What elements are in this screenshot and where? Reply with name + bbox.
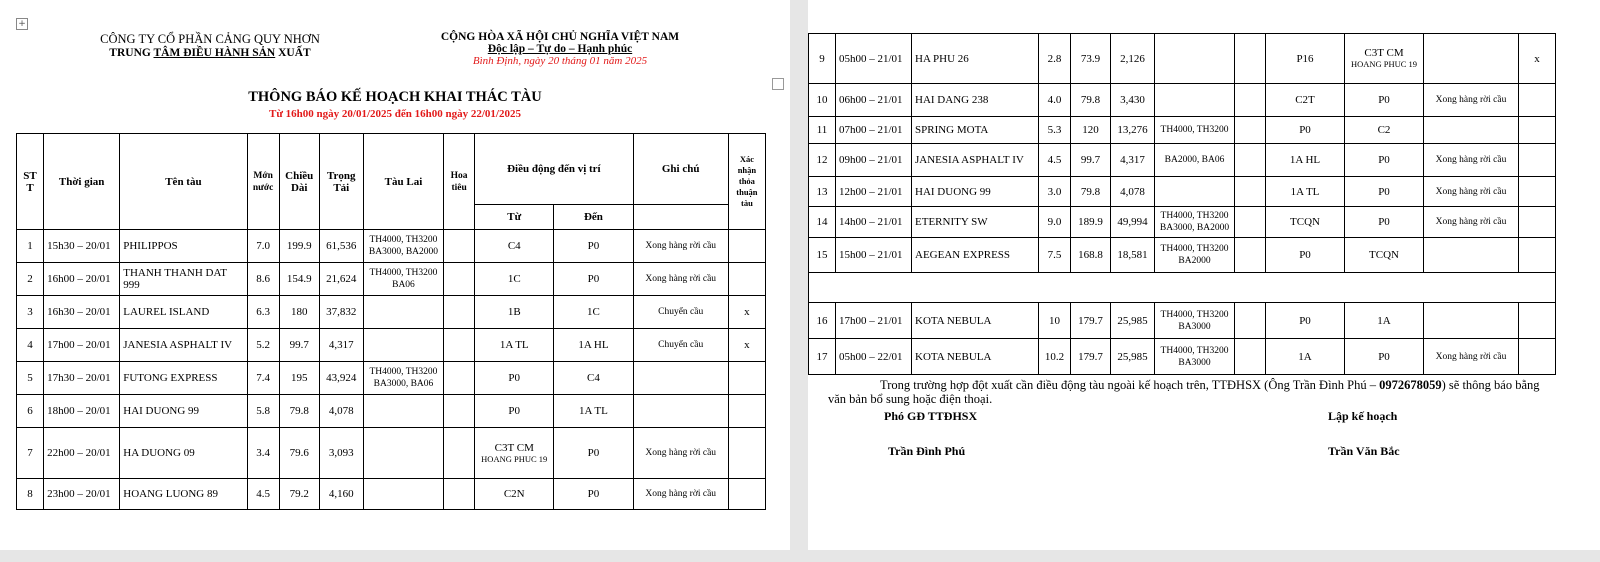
col-length: Chiều Dài <box>279 134 319 230</box>
cell-stt: 14 <box>809 207 836 238</box>
unit-suffix: XUẤT <box>275 47 311 59</box>
cell-time: 15h30 – 20/01 <box>44 230 120 263</box>
cell-stt: 16 <box>809 303 836 339</box>
cell-stt: 4 <box>17 329 44 362</box>
table-row <box>17 263 766 296</box>
cell-agreed <box>1519 238 1556 273</box>
cell-agreed <box>1519 207 1556 238</box>
cell-agreed <box>1519 144 1556 177</box>
cell-ship: FUTONG EXPRESS <box>120 362 247 395</box>
cell-tug: TH4000, TH3200 BA3000, BA2000 <box>363 230 443 263</box>
col-tug: Tàu Lai <box>363 134 443 230</box>
cell-draft: 7.0 <box>247 230 279 263</box>
cell-tug <box>363 395 443 428</box>
table-row-empty <box>809 273 1556 303</box>
cell-draft: 7.5 <box>1039 238 1071 273</box>
cell-to: P0 <box>1345 177 1424 207</box>
cell-pilot <box>1235 303 1266 339</box>
cell-dwt: 4,317 <box>319 329 363 362</box>
cell-length: 79.8 <box>1071 84 1111 117</box>
cell-to: P0 <box>554 428 633 479</box>
cell-length: 168.8 <box>1071 238 1111 273</box>
cell-dwt: 4,160 <box>319 479 363 510</box>
cell-pilot <box>444 395 475 428</box>
sign-left-name: Trần Đình Phú <box>888 444 966 458</box>
cell-dwt: 3,093 <box>319 428 363 479</box>
cell-pilot <box>444 428 475 479</box>
cell-pilot <box>1235 238 1266 273</box>
cell-stt: 7 <box>17 428 44 479</box>
cell-time: 14h00 – 21/01 <box>836 207 912 238</box>
cell-agreed <box>728 479 765 510</box>
cell-tug <box>363 329 443 362</box>
schedule-table-page-2 <box>808 33 1556 375</box>
cell-time: 17h00 – 20/01 <box>44 329 120 362</box>
cell-to: P0 <box>554 479 633 510</box>
cell-pilot <box>1235 34 1266 84</box>
footer-note-pre: Trong trường hợp đột xuất cần điều động tàu ngoài kế hoạch trên, TTĐHSX (Ông Trần Đình Phú – <box>880 378 1380 392</box>
col-note-blank <box>633 205 728 230</box>
cell-ship: JANESIA ASPHALT IV <box>120 329 247 362</box>
cell-stt: 1 <box>17 230 44 263</box>
cell-note: Xong hàng rời cầu <box>633 479 728 510</box>
schedule-table-page-1 <box>16 133 766 510</box>
cell-draft: 5.2 <box>247 329 279 362</box>
cell-agreed <box>1519 303 1556 339</box>
cell-note: Xong hàng rời cầu <box>1424 207 1519 238</box>
table-row <box>17 230 766 263</box>
unit-underlined: TÂM ĐIỀU HÀNH SẢN <box>153 47 276 59</box>
cell-from: P0 <box>1266 303 1345 339</box>
cell-length: 79.8 <box>1071 177 1111 207</box>
cell-dwt: 4,078 <box>319 395 363 428</box>
cell-from: 1A <box>1266 339 1345 375</box>
cell-dwt: 2,126 <box>1111 34 1155 84</box>
cell-note: Xong hàng rời cầu <box>633 230 728 263</box>
cell-draft: 5.8 <box>247 395 279 428</box>
col-draft: Mớn nước <box>247 134 279 230</box>
cell-pilot <box>1235 117 1266 144</box>
cell-note <box>1424 303 1519 339</box>
table-row <box>809 117 1556 144</box>
table-row <box>17 395 766 428</box>
cell-draft: 5.3 <box>1039 117 1071 144</box>
cell-pilot <box>444 230 475 263</box>
cell-to: C2 <box>1345 117 1424 144</box>
cell-to: TCQN <box>1345 238 1424 273</box>
document-page-1 <box>0 0 790 550</box>
cell-tug <box>1155 84 1235 117</box>
cell-length: 179.7 <box>1071 303 1111 339</box>
cell-draft: 6.3 <box>247 296 279 329</box>
cell-tug: BA2000, BA06 <box>1155 144 1235 177</box>
sign-right-name: Trần Văn Bắc <box>1328 444 1400 458</box>
cell-stt: 9 <box>809 34 836 84</box>
cell-pilot <box>1235 207 1266 238</box>
cell-dwt: 21,624 <box>319 263 363 296</box>
cell-stt: 8 <box>17 479 44 510</box>
table-row <box>809 339 1556 375</box>
doc-title: THÔNG BÁO KẾ HOẠCH KHAI THÁC TÀU <box>248 89 542 105</box>
cell-from: P16 <box>1266 34 1345 84</box>
table-row <box>17 362 766 395</box>
cell-note: Xong hàng rời cầu <box>1424 339 1519 375</box>
cell-from: C2T <box>1266 84 1345 117</box>
cell-length: 180 <box>279 296 319 329</box>
cell-pilot <box>444 263 475 296</box>
cell-agreed <box>1519 117 1556 144</box>
table-row <box>17 479 766 510</box>
cell-pilot <box>444 479 475 510</box>
col-ship: Tên tàu <box>120 134 247 230</box>
cell-agreed: x <box>1519 34 1556 84</box>
cell-to: 1A TL <box>554 395 633 428</box>
cell-note: Xong hàng rời cầu <box>1424 84 1519 117</box>
cell-draft: 8.6 <box>247 263 279 296</box>
cell-tug: TH4000, TH3200 BA3000, BA06 <box>363 362 443 395</box>
cell-stt: 12 <box>809 144 836 177</box>
cell-ship: HAI DUONG 99 <box>120 395 247 428</box>
place-date: Bình Định, ngày 20 tháng 01 năm 2025 <box>472 55 648 67</box>
cell-pilot <box>444 362 475 395</box>
cell-ship: HA DUONG 09 <box>120 428 247 479</box>
cell-from: 1C <box>475 263 554 296</box>
col-time: Thời gian <box>44 134 120 230</box>
cell-ship: HA PHU 26 <box>912 34 1039 84</box>
cell-pilot <box>444 329 475 362</box>
cell-draft: 10 <box>1039 303 1071 339</box>
footer-note-post: ) sẽ thông báo bằng văn bản bổ sung hoặc điện thoại. <box>828 378 1540 406</box>
table-row <box>809 144 1556 177</box>
cell-length: 79.8 <box>279 395 319 428</box>
table-row <box>809 207 1556 238</box>
cell-agreed <box>728 362 765 395</box>
cell-note: Xong hàng rời cầu <box>1424 177 1519 207</box>
cell-length: 79.2 <box>279 479 319 510</box>
cell-ship: SPRING MOTA <box>912 117 1039 144</box>
nation-name: CỘNG HÒA XÃ HỘI CHỦ NGHĨA VIỆT NAM <box>440 31 680 43</box>
cell-from: P0 <box>475 362 554 395</box>
cell-note: Chuyển cầu <box>633 296 728 329</box>
cell-time: 16h00 – 20/01 <box>44 263 120 296</box>
cell-ship: HAI DUONG 99 <box>912 177 1039 207</box>
cell-ship: AEGEAN EXPRESS <box>912 238 1039 273</box>
cell-dwt: 4,078 <box>1111 177 1155 207</box>
cell-to: P0 <box>1345 144 1424 177</box>
cell-note <box>633 395 728 428</box>
cell-tug: TH4000, TH3200 BA3000 <box>1155 339 1235 375</box>
col-from: Từ <box>475 205 554 230</box>
cell-length: 79.6 <box>279 428 319 479</box>
cell-tug <box>1155 34 1235 84</box>
cell-ship: PHILIPPOS <box>120 230 247 263</box>
cell-tug: TH4000, TH3200 <box>1155 117 1235 144</box>
cell-tug <box>1155 177 1235 207</box>
cell-to: 1A <box>1345 303 1424 339</box>
company-name: CÔNG TY CỔ PHẦN CẢNG QUY NHƠN <box>100 32 320 46</box>
cell-pilot <box>1235 177 1266 207</box>
cell-time: 12h00 – 21/01 <box>836 177 912 207</box>
cell-pilot <box>1235 339 1266 375</box>
cell-tug: TH4000, TH3200 BA2000 <box>1155 238 1235 273</box>
cell-to: P0 <box>1345 207 1424 238</box>
cell-from: C4 <box>475 230 554 263</box>
cell-ship: THANH THANH DAT 999 <box>120 263 247 296</box>
cell-from-main: C3T CM <box>494 441 534 454</box>
cell-ship: ETERNITY SW <box>912 207 1039 238</box>
cell-agreed <box>728 263 765 296</box>
cell-length: 99.7 <box>1071 144 1111 177</box>
cell-draft: 4.5 <box>1039 144 1071 177</box>
cell-draft: 10.2 <box>1039 339 1071 375</box>
cell-time: 05h00 – 21/01 <box>836 34 912 84</box>
cell-agreed <box>728 395 765 428</box>
cell-note <box>1424 34 1519 84</box>
cell-length: 154.9 <box>279 263 319 296</box>
cell-note <box>633 362 728 395</box>
cell-note <box>1424 117 1519 144</box>
cell-to: P0 <box>554 230 633 263</box>
cell-to: P0 <box>554 263 633 296</box>
cell-from: 1A TL <box>475 329 554 362</box>
company-header <box>60 32 360 59</box>
cell-agreed <box>728 230 765 263</box>
cell-dwt: 49,994 <box>1111 207 1155 238</box>
cell-dwt: 61,536 <box>319 230 363 263</box>
cell-to: C4 <box>554 362 633 395</box>
cell-from: 1B <box>475 296 554 329</box>
col-move: Điều động đến vị trí <box>475 134 633 205</box>
table-row <box>809 303 1556 339</box>
cell-draft: 4.0 <box>1039 84 1071 117</box>
cell-length: 189.9 <box>1071 207 1111 238</box>
unit-name <box>60 47 360 59</box>
cell-draft: 4.5 <box>247 479 279 510</box>
cell-note: Xong hàng rời cầu <box>1424 144 1519 177</box>
col-note: Ghi chú <box>633 134 728 205</box>
cell-to: P0 <box>1345 84 1424 117</box>
table-row <box>809 84 1556 117</box>
document-page-2 <box>808 0 1600 550</box>
cell-agreed <box>1519 339 1556 375</box>
table-row <box>17 329 766 362</box>
cell-note: Xong hàng rời cầu <box>633 428 728 479</box>
footer-note <box>828 378 1548 406</box>
cell-ship: HOANG LUONG 89 <box>120 479 247 510</box>
cell-draft: 7.4 <box>247 362 279 395</box>
cell-agreed <box>1519 177 1556 207</box>
cell-time: 09h00 – 21/01 <box>836 144 912 177</box>
table-row <box>809 177 1556 207</box>
cell-time: 07h00 – 21/01 <box>836 117 912 144</box>
cell-stt: 2 <box>17 263 44 296</box>
cell-draft: 3.4 <box>247 428 279 479</box>
cell-length: 195 <box>279 362 319 395</box>
cell-dwt: 25,985 <box>1111 303 1155 339</box>
cell-tug: TH4000, TH3200 BA3000 <box>1155 303 1235 339</box>
cell-time: 05h00 – 22/01 <box>836 339 912 375</box>
cell-note <box>1424 238 1519 273</box>
doc-subtitle: Từ 16h00 ngày 20/01/2025 đến 16h00 ngày 22/01/2025 <box>268 108 521 120</box>
cell-ship: KOTA NEBULA <box>912 339 1039 375</box>
cell-length: 179.7 <box>1071 339 1111 375</box>
cell-from: 1A HL <box>1266 144 1345 177</box>
cell-stt: 3 <box>17 296 44 329</box>
cell-tug <box>363 296 443 329</box>
table-row <box>809 34 1556 84</box>
cell-to <box>1345 34 1424 84</box>
cell-from: P0 <box>475 395 554 428</box>
col-agreed: Xác nhận thỏa thuận tàu <box>728 134 765 230</box>
table-row <box>17 428 766 479</box>
cell-length: 120 <box>1071 117 1111 144</box>
cell-time: 15h00 – 21/01 <box>836 238 912 273</box>
cell-from: P0 <box>1266 117 1345 144</box>
cell-dwt: 13,276 <box>1111 117 1155 144</box>
cell-tug <box>363 479 443 510</box>
cell-dwt: 43,924 <box>319 362 363 395</box>
cell-tug <box>363 428 443 479</box>
cell-dwt: 3,430 <box>1111 84 1155 117</box>
cell-ship: JANESIA ASPHALT IV <box>912 144 1039 177</box>
nation-header <box>420 31 700 67</box>
cell-tug: TH4000, TH3200 BA06 <box>363 263 443 296</box>
empty-row-cell <box>809 273 1556 303</box>
cell-length: 199.9 <box>279 230 319 263</box>
cell-time: 18h00 – 20/01 <box>44 395 120 428</box>
cell-dwt: 4,317 <box>1111 144 1155 177</box>
cell-time: 17h00 – 21/01 <box>836 303 912 339</box>
cell-agreed: x <box>728 329 765 362</box>
cell-from: P0 <box>1266 238 1345 273</box>
cell-draft: 3.0 <box>1039 177 1071 207</box>
footer-phone: 0972678059 <box>1379 378 1442 392</box>
cell-to-sub: HOANG PHUC 19 <box>1350 59 1418 69</box>
motto: Độc lập – Tự do – Hạnh phúc <box>487 43 633 55</box>
cell-ship: HAI DANG 238 <box>912 84 1039 117</box>
cell-stt: 5 <box>17 362 44 395</box>
sign-right-title: Lập kế hoạch <box>1328 409 1398 423</box>
cell-agreed <box>728 428 765 479</box>
cell-to: 1C <box>554 296 633 329</box>
cell-time: 23h00 – 20/01 <box>44 479 120 510</box>
cell-from: C2N <box>475 479 554 510</box>
cell-tug: TH4000, TH3200 BA3000, BA2000 <box>1155 207 1235 238</box>
cell-stt: 17 <box>809 339 836 375</box>
col-stt: ST T <box>17 134 44 230</box>
cell-from: 1A TL <box>1266 177 1345 207</box>
cell-note: Chuyển cầu <box>633 329 728 362</box>
cell-stt: 13 <box>809 177 836 207</box>
table-row <box>809 238 1556 273</box>
cell-pilot <box>1235 84 1266 117</box>
col-pilot: Hoa tiêu <box>444 134 475 230</box>
table-row <box>17 296 766 329</box>
cell-time: 17h30 – 20/01 <box>44 362 120 395</box>
cell-stt: 11 <box>809 117 836 144</box>
cell-stt: 15 <box>809 238 836 273</box>
cell-ship: LAUREL ISLAND <box>120 296 247 329</box>
cell-length: 73.9 <box>1071 34 1111 84</box>
cell-agreed <box>1519 84 1556 117</box>
cell-dwt: 25,985 <box>1111 339 1155 375</box>
cell-time: 16h30 – 20/01 <box>44 296 120 329</box>
cell-note: Xong hàng rời cầu <box>633 263 728 296</box>
cell-to: P0 <box>1345 339 1424 375</box>
col-to: Đến <box>554 205 633 230</box>
cell-time: 06h00 – 21/01 <box>836 84 912 117</box>
unit-prefix: TRUNG <box>109 47 154 59</box>
cell-pilot <box>1235 144 1266 177</box>
cell-agreed: x <box>728 296 765 329</box>
cell-draft: 9.0 <box>1039 207 1071 238</box>
cell-to: 1A HL <box>554 329 633 362</box>
col-dwt: Trọng Tải <box>319 134 363 230</box>
cell-stt: 6 <box>17 395 44 428</box>
cell-dwt: 18,581 <box>1111 238 1155 273</box>
cell-ship: KOTA NEBULA <box>912 303 1039 339</box>
cell-draft: 2.8 <box>1039 34 1071 84</box>
cell-from-sub: HOANG PHUC 19 <box>481 453 548 464</box>
cell-from: TCQN <box>1266 207 1345 238</box>
cell-to-main: C3T CM <box>1364 47 1404 59</box>
move-anchor-icon[interactable]: + <box>16 18 28 30</box>
sign-left-title: Phó GĐ TTĐHSX <box>884 409 978 423</box>
cell-length: 99.7 <box>279 329 319 362</box>
cell-from <box>475 428 554 479</box>
cell-pilot <box>444 296 475 329</box>
cell-time: 22h00 – 20/01 <box>44 428 120 479</box>
cell-stt: 10 <box>809 84 836 117</box>
cell-dwt: 37,832 <box>319 296 363 329</box>
